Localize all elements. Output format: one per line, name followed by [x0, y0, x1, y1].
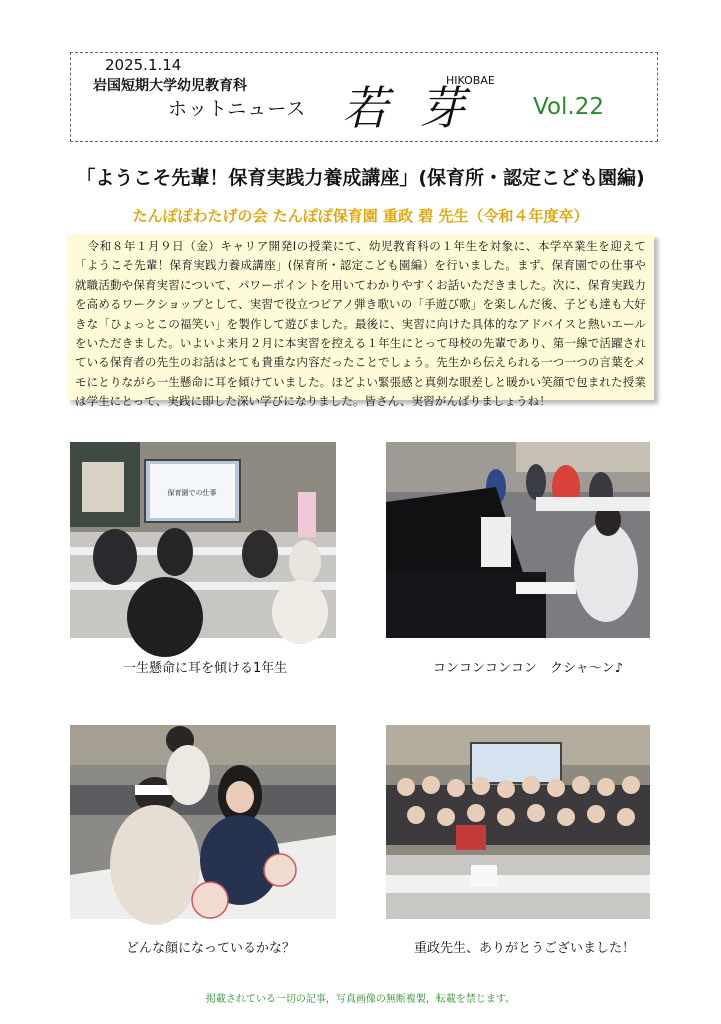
photo-caption-1: 一生懸命に耳を傾ける1年生 — [123, 661, 288, 676]
subheadline: たんぽぽわたげの会 たんぽぽ保育園 重政 碧 先生（令和４年度卒） — [132, 207, 589, 225]
newsletter-name: ホットニュース — [168, 98, 307, 120]
photo-group — [386, 725, 650, 919]
issue-date: 2025.1.14 — [105, 56, 182, 74]
photo-piano — [386, 442, 650, 638]
volume-number: Vol.22 — [533, 94, 604, 120]
photo-caption-3: どんな顔になっているかな？ — [126, 941, 296, 956]
headline: 「ようこそ先輩！保育実践力養成講座」(保育所・認定こども園編) — [76, 167, 645, 189]
photo-caption-2: コンコンコンコン クシャ～ン♪ — [433, 661, 624, 676]
photo-caption-4: 重政先生、ありがとうございました！ — [414, 941, 636, 956]
title-reading: HIKOBAE — [446, 74, 495, 87]
photo-lecture — [70, 442, 336, 638]
photo-fukuwarai — [70, 725, 336, 919]
newsletter-title: 若 芽 — [342, 81, 473, 135]
article-body — [67, 234, 654, 409]
copyright-notice: 掲載されている一切の記事，写真画像の無断複製，転載を禁じます。 — [205, 994, 516, 1005]
article-text: 令和８年１月９日（金）キャリア開発Ⅰの授業にて、幼児教育科の１年生を対象に、本学卒業生を迎えて「ようこそ先輩！保育実践力養成講座」(保育所・認定こども園編）を行いました。まず、保育園での仕事や就職活動や保育実習について、パワーポイントを用いてわかりやすくお話いただきました。次に、保育実践力を高めるワークショップとして、実習で役立つピアノ弾き歌いの「手遊び歌」を楽しんだ後、子ども達も大好きな「ひょっとこの福笑い」を製作して遊びました。最後に、実習に向けた具体的なアドバイスと熱いエールをいただきました。いよいよ来月２月に本実習を控える１年生にとって母校の先輩であり、第一線で活躍されている保育者の先生のお話はとても貴重な内容だったことでしょう。先生から伝えられる一つ一つの言葉をメモにとりながら一生懸命に耳を傾けていました。ほどよい緊張感と真剣な眼差しと暖かい笑顔で包まれた授業は学生にとって、実践に即した深い学びになりました。皆さん、実習がんばりましょうね！ — [75, 239, 646, 409]
department-name: 岩国短期大学幼児教育科 — [93, 78, 247, 94]
slide-text: 保育園での仕事 — [167, 489, 217, 497]
